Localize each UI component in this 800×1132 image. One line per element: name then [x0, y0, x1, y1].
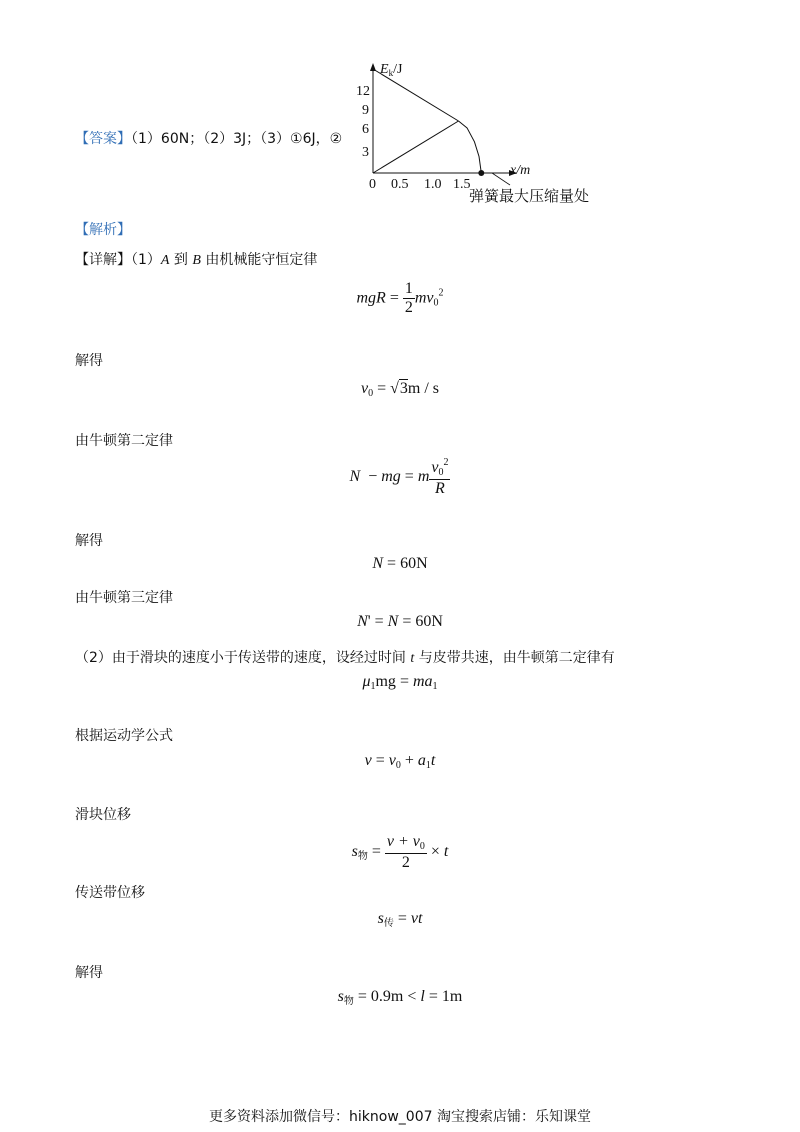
equation-newton3: N' = N = 60N: [357, 613, 443, 630]
equation-belt-displacement: $s_传$ = vt: [377, 910, 423, 929]
x-tick-label: 0.5: [391, 177, 409, 192]
answer-tag: 【答案】: [75, 131, 131, 147]
point-b: B: [192, 253, 201, 268]
analysis-tag: 【解析】: [75, 222, 131, 238]
series-line-1: [373, 69, 459, 121]
detail-rest: 由机械能守恒定律: [200, 252, 318, 268]
annotation-leader: [492, 173, 510, 185]
x-tick-label: 0: [369, 177, 376, 192]
equation-energy: mgR = $\frac{1}{2}$ $mv_0^2$: [356, 280, 444, 317]
label-jiede-2: 解得: [75, 533, 103, 549]
label-niudun2-1: 由牛顿第二定律: [75, 433, 173, 449]
y-tick-label: 3: [362, 145, 369, 160]
x-axis-label: x/m: [510, 163, 531, 178]
point-a: A: [160, 253, 170, 268]
label-niudun3: 由牛顿第三定律: [75, 590, 173, 606]
x-tick-label: 1.5: [453, 177, 471, 192]
y-axis-label: $E_k/J$: [380, 62, 403, 78]
max-compression-marker: [478, 170, 484, 176]
detail-tag: 【详解】: [75, 252, 131, 268]
label-huakuai: 滑块位移: [75, 807, 131, 823]
part2-paragraph: （2）由于滑块的速度小于传送带的速度，设经过时间 t 与皮带共速，由牛顿第二定律有: [75, 650, 615, 666]
equation-friction: $\mu_1mg = ma_1$: [362, 673, 438, 692]
series-line-2: [373, 121, 459, 173]
y-tick-label: 9: [362, 103, 369, 118]
equation-newton2: N − mg = m $\frac{v_0^2}{R}$: [349, 457, 449, 497]
answer-text: （1）60N；（2）3J；（3）①6J，②: [131, 131, 343, 147]
equation-v0: $v_0 = √3m / s$: [360, 380, 440, 399]
footer-promo: 更多资料添加微信号：hiknow_007 淘宝搜索店铺：乐知课堂: [209, 1109, 591, 1125]
answer-line: [75, 128, 342, 148]
label-jiede-1: 解得: [75, 353, 103, 369]
equation-result: $s_物 = 0.9m < l = 1m$: [337, 988, 463, 1007]
label-chuansong: 传送带位移: [75, 885, 145, 901]
detail-line: [75, 249, 317, 269]
equation-slider-displacement: $s_物$ = $\frac{v + v_0}{2}$ × t: [351, 833, 449, 871]
series-group: [373, 69, 484, 176]
y-tick-label: 6: [362, 122, 369, 137]
equation-n-value: N = 60N: [372, 555, 428, 572]
detail-to: 到: [169, 252, 193, 268]
series-line-3: [459, 121, 482, 173]
x-tick-label: 1.0: [424, 177, 442, 192]
ek-x-chart: [340, 55, 620, 210]
y-tick-label: 12: [356, 84, 370, 99]
label-yundongxue: 根据运动学公式: [75, 728, 173, 744]
label-jiede-3: 解得: [75, 965, 103, 981]
annotation-text: 弹簧最大压缩量处: [469, 189, 590, 205]
detail-part-number: （1）: [131, 252, 161, 268]
equation-kinematics: $v = v_0 + a_1t$: [364, 752, 436, 771]
